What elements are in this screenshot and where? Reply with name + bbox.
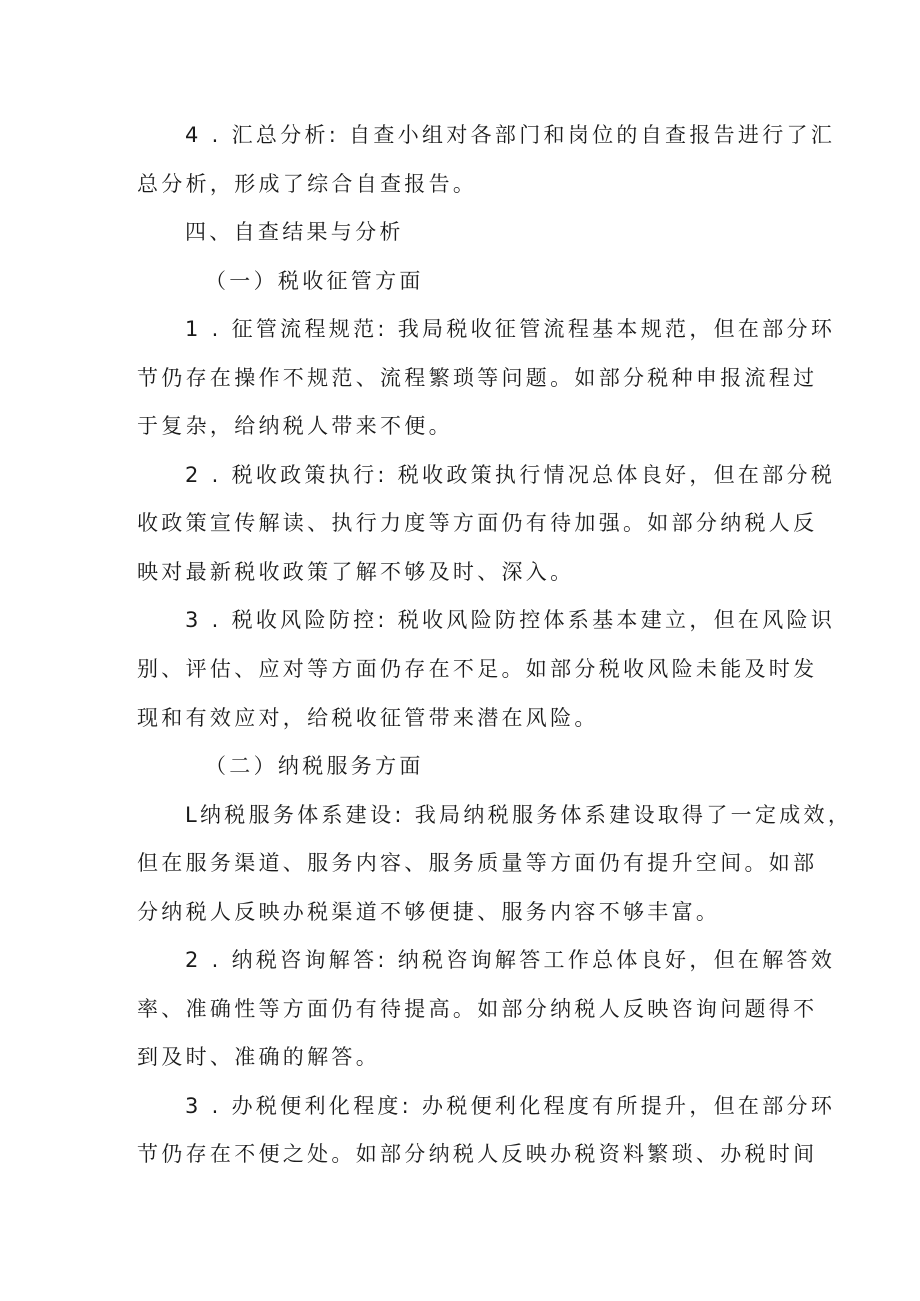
paragraph-collection-process-line: 于复杂，给纳税人带来不便。 <box>137 414 453 439</box>
paragraph-risk-control-line: 3 . 税收风险防控: 税收风险防控体系基本建立，但在风险识 <box>185 608 836 633</box>
paragraph-convenience-line: 3 . 办税便利化程度: 办税便利化程度有所提升，但在部分环 <box>185 1093 836 1118</box>
paragraph-policy-execution-line: 2 . 税收政策执行: 税收政策执行情况总体良好，但在部分税 <box>185 462 836 487</box>
paragraph-convenience-line: 节仍存在不便之处。如部分纳税人反映办税资料繁琐、办税时间 <box>137 1142 818 1167</box>
paragraph-risk-control-line: 现和有效应对，给税收征管带来潜在风险。 <box>137 705 599 730</box>
subsection-heading: （二）纳税服务方面 <box>205 754 424 779</box>
paragraph-summary-analysis-line: 总分析，形成了综合自查报告。 <box>137 171 478 196</box>
subsection-heading: （一）税收征管方面 <box>205 268 424 293</box>
paragraph-risk-control-line: 别、评估、应对等方面仍存在不足。如部分税收风险未能及时发 <box>137 657 818 682</box>
paragraph-service-system-line: 但在服务渠道、服务内容、服务质量等方面仍有提升空间。如部 <box>137 851 818 876</box>
paragraph-collection-process-line: 1 . 征管流程规范: 我局税收征管流程基本规范，但在部分环 <box>185 317 836 342</box>
paragraph-consultation-line: 到及时、准确的解答。 <box>137 1045 380 1070</box>
paragraph-consultation-line: 率、准确性等方面仍有待提高。如部分纳税人反映咨询问题得不 <box>137 996 818 1021</box>
document-body <box>137 111 853 1179</box>
paragraph-policy-execution-line: 收政策宣传解读、执行力度等方面仍有待加强。如部分纳税人反 <box>137 511 818 536</box>
paragraph-service-system-line: 分纳税人反映办税渠道不够便捷、服务内容不够丰富。 <box>137 899 721 924</box>
paragraph-policy-execution-line: 映对最新税收政策了解不够及时、深入。 <box>137 559 575 584</box>
section-heading: 四、自查结果与分析 <box>185 220 404 245</box>
paragraph-summary-analysis-line: 4 . 汇总分析: 自查小组对各部门和岗位的自查报告进行了汇 <box>185 123 836 147</box>
paragraph-collection-process-line: 节仍存在操作不规范、流程繁琐等问题。如部分税种申报流程过 <box>137 365 818 390</box>
paragraph-service-system-line: L纳税服务体系建设: 我局纳税服务体系建设取得了一定成效， <box>185 802 853 827</box>
paragraph-consultation-line: 2 . 纳税咨询解答: 纳税咨询解答工作总体良好，但在解答效 <box>185 948 836 973</box>
